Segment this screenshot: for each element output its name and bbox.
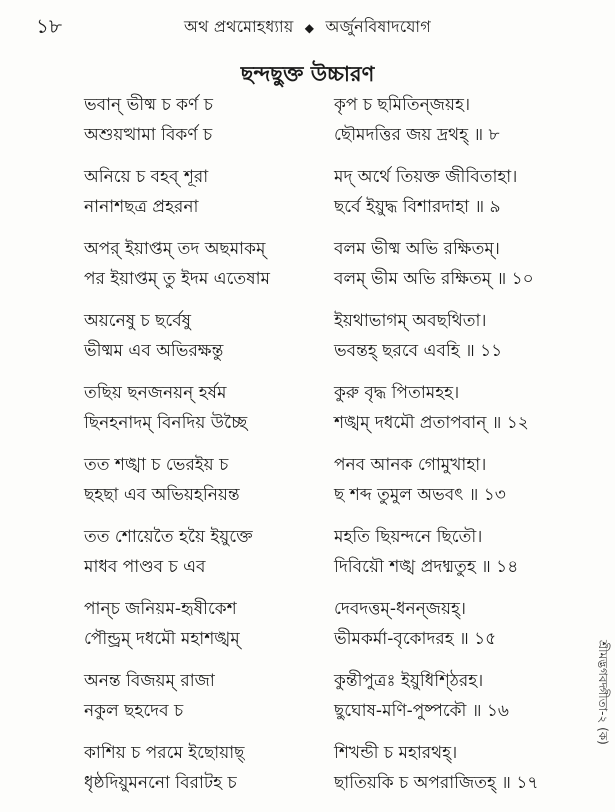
verse-line-left: তত শোয়েতৈ হয়ৈ ইয়ুক্তে: [84, 527, 253, 547]
verse-12: [0, 380, 615, 452]
verse-9: [0, 164, 615, 236]
verse-line-left: পর ইয়াপ্তম্ তু ইদম এতেষাম: [84, 269, 270, 289]
verse-line-left: নকুল ছহদেব চ: [84, 701, 184, 721]
verse-line-left: ভীষ্মম এব অভিরক্ষন্তু: [84, 341, 224, 361]
verse-line-left: পৌন্ড্রম্ দধমৌ মহাশঙ্খম্: [84, 629, 240, 649]
verse-line-right: ভবন্তহ্ ছরবে এবহি ॥ ১১: [334, 341, 503, 361]
verse-list: [0, 92, 615, 812]
page-number: ১৮: [36, 14, 62, 38]
verse-line-right: শিখন্ডী চ মহারথহ্।: [334, 743, 458, 763]
running-head: [0, 14, 615, 41]
verse-line-right: ইয়থাভাগম্ অবছথিতা।: [334, 311, 487, 331]
page-header: [0, 10, 615, 38]
verse-line-left: পান্চ জনিয়ম-হৃষীকেশ: [84, 599, 237, 619]
verse-line-right: দেবদত্তম্-ধনন্জয়হ্।: [334, 599, 467, 619]
verse-line-left: অশুয়ত্থামা বিকর্ণ চ: [84, 125, 213, 145]
verse-8: [0, 92, 615, 164]
verse-line-left: অপর্ ইয়াপ্তম্ তদ অছমাকম্: [84, 239, 266, 259]
verse-line-left: ছিনহনাদম্ বিনদিয় উচ্ছৈ: [84, 413, 248, 433]
verse-line-right: শঙ্খম্ দধমৌ প্রতাপবান্ ॥ ১২: [334, 413, 529, 433]
verse-line-left: নানাশছত্র প্রহরনা: [84, 197, 199, 217]
verse-17: [0, 740, 615, 812]
verse-line-right: দিবিয়ৌ শঙ্খ প্রদধ্মতুহ ॥ ১৪: [334, 557, 519, 577]
verse-line-right: ছ শব্দ তুমুল অভবৎ ॥ ১৩: [334, 485, 506, 505]
verse-11: [0, 308, 615, 380]
verse-line-left: অনন্ত বিজয়ম্ রাজা: [84, 671, 215, 691]
verse-line-right: কুন্তীপুত্রঃ ইয়ুধিশ্ঠিরহ।: [334, 671, 484, 691]
verse-line-right: ভীমকর্মা-বৃকোদরহ ॥ ১৫: [334, 629, 497, 649]
verse-16: [0, 668, 615, 740]
verse-line-right: পনব আনক গোমুখাহা।: [334, 455, 487, 475]
chapter-title: অথ প্রথমোহধ্যায়: [184, 17, 294, 36]
verse-line-left: অয়নেষু চ ছর্বেষু: [84, 311, 192, 331]
verse-line-right: কৃপ চ ছমিতিন্জয়হ।: [334, 95, 471, 115]
verse-line-right: মহতি ছিয়ন্দনে ছিতৌ।: [334, 527, 483, 547]
verse-line-right: মদ্ অর্থে তিয়ক্ত জীবিতাহা।: [334, 167, 518, 187]
verse-line-left: অনিয়ে চ বহব্ শূরা: [84, 167, 209, 187]
verse-line-left: তছিয় ছনজনয়ন্ হর্ষম: [84, 383, 227, 403]
separator-diamond-icon: ◆: [304, 21, 315, 35]
verse-line-right: বলম্ ভীম অভি রক্ষিতম্ ॥ ১০: [334, 269, 534, 289]
verse-line-right: ছুঘোষ-মণি-পুষ্পকৌ ॥ ১৬: [334, 701, 509, 721]
verse-line-right: কুরু বৃদ্ধ পিতামহহ।: [334, 383, 460, 403]
verse-line-left: ভবান্ ভীষ্ম চ কর্ণ চ: [84, 95, 213, 115]
verse-10: [0, 236, 615, 308]
verse-line-right: ছর্বে ইয়ুদ্ধ বিশারদাহা ॥ ৯: [334, 197, 501, 217]
verse-line-right: ছৌমদত্তির জয় দ্রথহ্ ॥ ৮: [334, 125, 500, 145]
section-title: ছন্দছুক্ত উচ্চারণ: [240, 62, 375, 86]
verse-14: [0, 524, 615, 596]
verse-line-left: ধৃষ্ঠদিয়ুমননো বিরাটহ চ: [84, 773, 237, 793]
verse-line-left: কাশিয় চ পরমে ইছোয়াছ্: [84, 743, 245, 763]
verse-line-left: ছহছা এব অভিয়হনিয়ন্ত: [84, 485, 240, 505]
verse-line-left: তত শঙ্খা চ ভেরইয় চ: [84, 455, 229, 475]
verse-line-right: বলম ভীষ্ম অভি রক্ষিতম্।: [334, 239, 500, 259]
verse-13: [0, 452, 615, 524]
verse-line-right: ছাতিয়কি চ অপরাজিতহ্ ॥ ১৭: [334, 773, 539, 793]
verse-line-left: মাধব পাণ্ডব চ এব: [84, 557, 206, 577]
chapter-subtitle: অর্জুনবিষাদযোগ: [325, 17, 431, 36]
verse-15: [0, 596, 615, 668]
side-note: শ্রীমদ্ভগবদ্গীতা-২ (ক): [596, 640, 610, 745]
